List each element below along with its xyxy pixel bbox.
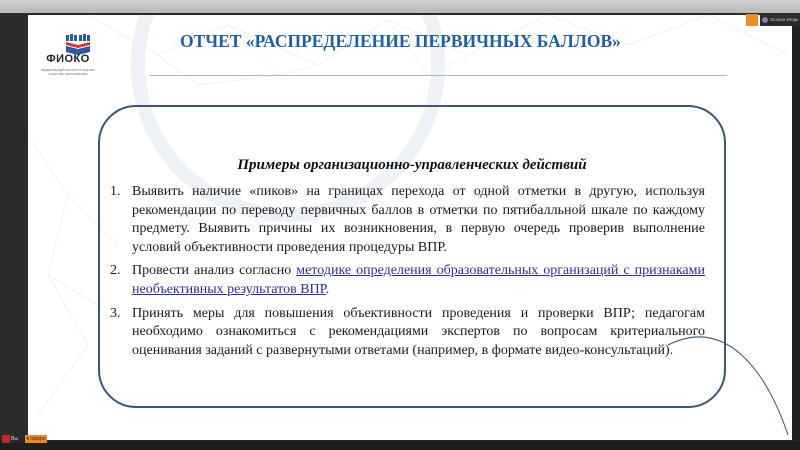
right-edge-panel xyxy=(792,15,800,440)
list-item xyxy=(110,262,705,299)
content-heading: Примеры организационно-управленческих действий xyxy=(237,157,587,173)
live-indicator-icon xyxy=(746,14,758,26)
list-item xyxy=(110,183,705,257)
title-divider xyxy=(150,75,727,76)
logo-subtitle: ФЕДЕРАЛЬНЫЙ ИНСТИТУТ ОЦЕНКИ КАЧЕСТВА ОБРАЗОВАНИЯ xyxy=(41,68,95,76)
item-text: Провести анализ согласно xyxy=(132,263,297,279)
bottom-bar xyxy=(0,441,800,450)
presentation-slide xyxy=(28,15,792,440)
live-badge: в эфире xyxy=(26,436,46,442)
item-text: Выявить наличие «пиков» на границах перехода от одной отметки в другую, используя рекомендации по переводу первичных баллов в отметки по пятибалльной шкале по каждому предмету. Выявить причины их возникновения, в первую очередь проверив выполнение условий объективности проведения процедуры ВПР. xyxy=(132,184,705,255)
item-text-end: . xyxy=(325,281,330,297)
microphone-icon[interactable] xyxy=(2,435,10,443)
methodology-link[interactable]: методике определения образовательных организаций с признаками необъективных результатов ВПР xyxy=(132,263,705,297)
list-item xyxy=(110,305,705,361)
item-text: Принять меры для повышения объективности проведения и проверки ВПР; педагогам необходимо ознакомиться с рекомендациями экспертов по вопросам критериального оценивания заданий с развернутыми ответами (например, в формате видео-консультаций). xyxy=(132,305,705,358)
participant-chip[interactable] xyxy=(760,14,800,26)
item-number: 1. xyxy=(110,184,121,199)
slide-title: ОТЧЕТ «РАСПРЕДЕЛЕНИЕ ПЕРВИЧНЫХ БАЛЛОВ» xyxy=(180,31,621,51)
item-number: 2. xyxy=(110,263,121,279)
avatar xyxy=(762,17,768,23)
participant-name: Осокин Игорь xyxy=(770,17,799,22)
self-label: Вы xyxy=(11,435,23,443)
window-top-bar xyxy=(0,0,800,13)
actions-list xyxy=(110,183,705,365)
item-number: 3. xyxy=(110,305,121,321)
logo-name: ФИОКО xyxy=(46,53,90,65)
